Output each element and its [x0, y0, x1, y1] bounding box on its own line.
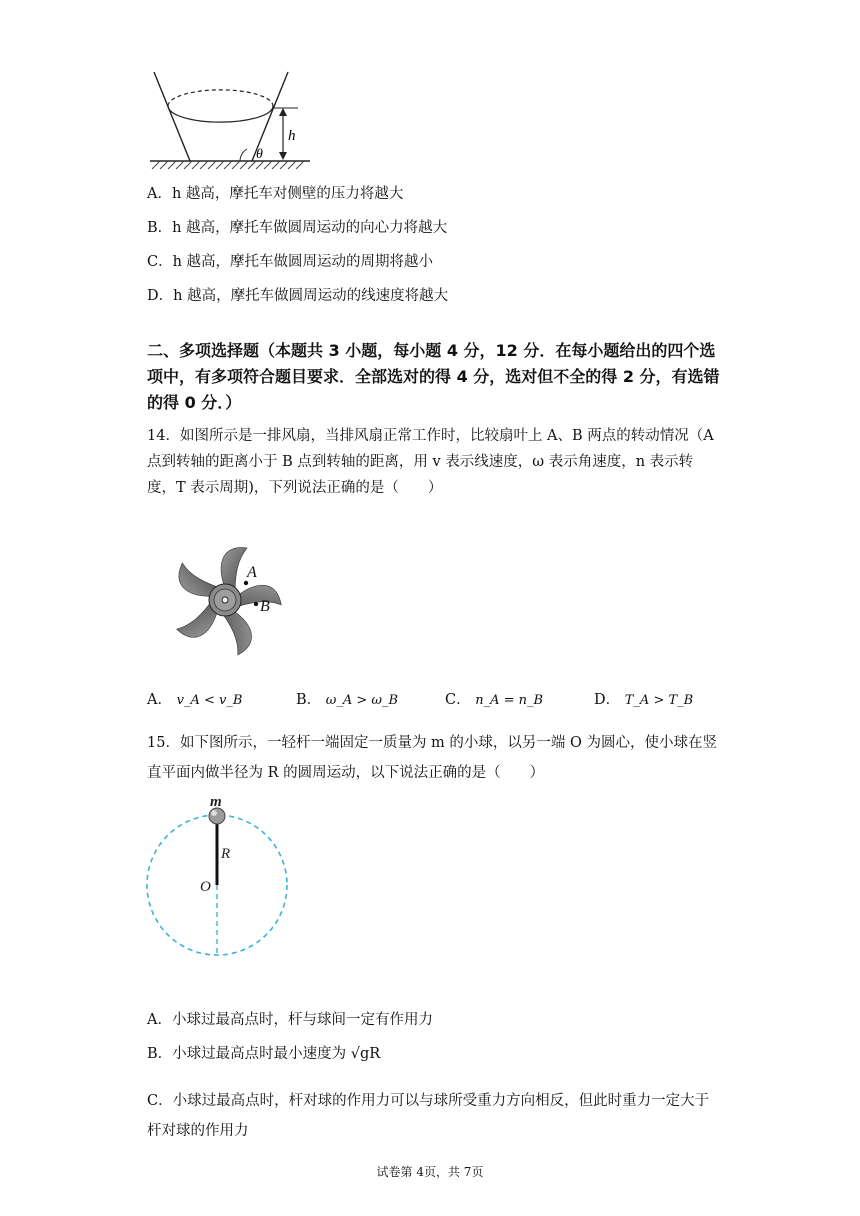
q13-option-a: A．h 越高，摩托车对侧壁的压力将越大: [147, 186, 404, 202]
q14-option-a-expr: v_A < v_B: [176, 693, 243, 708]
q15-stem: 15．如下图所示，一轻杆一端固定一质量为 m 的小球，以另一端 O 为圆心，使小球在竖直平面内做半径为 R 的圆周运动，以下说法正确的是（ ）: [147, 735, 718, 781]
q13-option-b: B．h 越高，摩托车做圆周运动的向心力将越大: [147, 220, 448, 236]
radius-label: R: [221, 846, 231, 862]
q14-option-c: C． n_A = n_B: [445, 692, 544, 708]
q15-option-c: C．小球过最高点时，杆对球的作用力可以与球所受重力方向相反，但此时重力一定大于杆对球的作用力: [147, 1093, 710, 1139]
q14-option-c-expr: n_A = n_B: [475, 693, 544, 708]
q14-stem: 14．如图所示是一排风扇，当排风扇正常工作时，比较扇叶上 A、B 两点的转动情况（A 点到转轴的距离小于 B 点到转轴的距离，用 v 表示线速度，ω 表示角速度，n 表示转度，T 表示周期)，下列说法正确的是（ ）: [147, 428, 714, 496]
point-a-label: A: [247, 564, 257, 581]
point-b-label: B: [260, 598, 270, 615]
q13-option-c: C．h 越高，摩托车做圆周运动的周期将越小: [147, 254, 434, 270]
section-heading: 二、多项选择题（本题共 3 小题，每小题 4 分，12 分．在每小题给出的四个选项中，有多项符合题目要求．全部选对的得 4 分，选对但不全的得 2 分，有选错的得 0 分．）: [147, 341, 720, 412]
fan-figure: [145, 545, 305, 665]
q14-option-d: D． T_A > T_B: [594, 692, 694, 708]
q14-option-b: B． ω_A > ω_B: [296, 692, 399, 708]
rod-circle-figure: [140, 792, 300, 967]
q14-option-d-expr: T_A > T_B: [624, 693, 694, 708]
theta-label: θ: [256, 147, 263, 162]
cone-wall-figure: [140, 66, 320, 176]
h-label: h: [288, 128, 296, 144]
page-footer: 试卷第 4页，共 7页: [376, 1165, 484, 1179]
q15-option-a: A．小球过最高点时，杆与球间一定有作用力: [147, 1012, 433, 1028]
q15-option-b: B．小球过最高点时最小速度为 √gR: [147, 1046, 381, 1062]
q13-option-d: D．h 越高，摩托车做圆周运动的线速度将越大: [147, 288, 449, 304]
center-label: O: [200, 879, 211, 895]
mass-label: m: [210, 794, 222, 810]
q14-option-a: A． v_A < v_B: [147, 692, 243, 708]
q14-option-b-expr: ω_A > ω_B: [325, 693, 399, 708]
